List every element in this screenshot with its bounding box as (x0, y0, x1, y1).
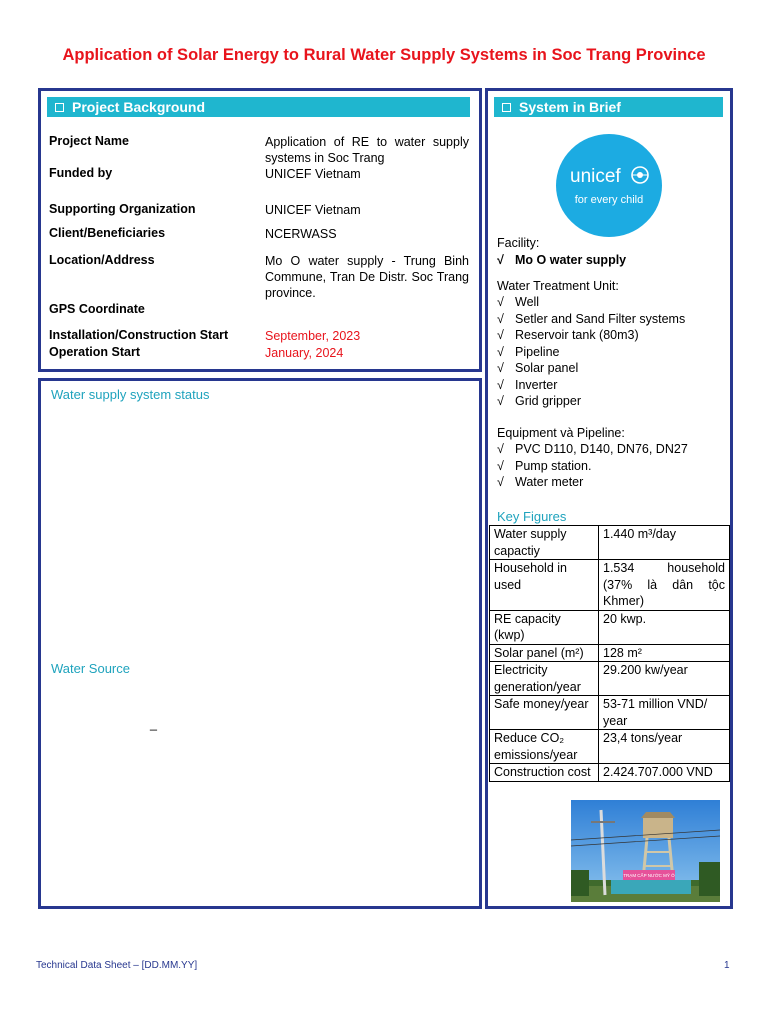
list-item-text: Grid gripper (515, 394, 581, 408)
equip-label: Equipment và Pipeline: (497, 426, 625, 440)
system-brief-header (494, 97, 723, 117)
table-cell: RE capacity (kwp) (490, 610, 599, 644)
install-start-value: September, 2023 (265, 329, 361, 343)
system-brief-title: System in Brief (519, 99, 621, 115)
table-row (490, 560, 730, 611)
table-cell: 23,4 tons/year (599, 730, 730, 764)
table-row (490, 764, 730, 782)
check-icon: √ (497, 394, 504, 408)
list-item-text: PVC D110, D140, DN76, DN27 (515, 442, 688, 456)
list-item (497, 377, 685, 394)
list-item (497, 393, 685, 410)
list-item-text: Pump station. (515, 458, 592, 473)
unicef-logo-wordmark: unicef (570, 166, 621, 187)
operation-start-label: Operation Start (49, 345, 140, 359)
funded-by-value: UNICEF Vietnam (265, 167, 361, 181)
gps-label: GPS Coordinate (49, 302, 145, 316)
funded-by-label: Funded by (49, 166, 113, 180)
operation-start-value: January, 2024 (265, 346, 344, 360)
unicef-tagline: for every child (574, 194, 644, 206)
check-icon: √ (497, 328, 504, 342)
list-item (497, 344, 685, 361)
table-cell: Construction cost (490, 764, 599, 782)
client-label: Client/Beneficiaries (49, 226, 166, 240)
list-item-text: Pipeline (515, 344, 560, 359)
water-source-heading: Water Source (51, 661, 130, 676)
project-name-label: Project Name (49, 134, 129, 148)
list-item (497, 458, 688, 475)
water-tower-photo (571, 800, 720, 902)
list-item-text: Inverter (515, 377, 558, 392)
system-status-box (38, 378, 482, 909)
table-cell: 29.200 kw/year (599, 662, 730, 696)
table-cell: 2.424.707.000 VND (599, 764, 730, 782)
square-bullet-icon (55, 103, 64, 112)
table-cell: Safe money/year (490, 696, 599, 730)
check-icon: √ (497, 377, 504, 392)
list-item-text: Well (515, 295, 540, 309)
facility-item-text: Mo O water supply (515, 253, 627, 267)
table-row (490, 644, 730, 662)
check-icon: √ (497, 311, 504, 326)
table-cell: 128 m² (599, 644, 730, 662)
facility-label: Facility: (497, 236, 540, 250)
table-row (490, 526, 730, 560)
wtu-label: Water Treatment Unit: (497, 279, 619, 293)
photo-sign-text: TRẠM CẤP NƯỚC MỸ Ô (623, 873, 675, 878)
dash-mark: _ (150, 717, 157, 731)
install-start-label: Installation/Construction Start (49, 328, 229, 342)
document-title: Application of Solar Energy to Rural Water Supply Systems in Soc Trang Province (62, 46, 706, 64)
check-icon: √ (497, 475, 504, 489)
page-number: 1 (724, 960, 730, 971)
list-item-text: Reservoir tank (80m3) (515, 328, 639, 342)
status-heading: Water supply system status (51, 387, 210, 402)
key-figures-table (489, 525, 730, 782)
check-icon: √ (497, 442, 504, 456)
check-icon: √ (497, 253, 504, 267)
equip-list (497, 441, 688, 491)
facility-item (497, 252, 626, 269)
list-item (497, 311, 685, 328)
list-item-text: Solar panel (515, 361, 579, 375)
check-icon: √ (497, 344, 504, 359)
client-value: NCERWASS (265, 227, 337, 241)
table-cell: Water supply capactiy (490, 526, 599, 560)
check-icon: √ (497, 295, 504, 309)
table-cell: Electricity generation/year (490, 662, 599, 696)
list-item (497, 474, 688, 491)
location-label: Location/Address (49, 253, 155, 267)
project-background-title: Project Background (72, 99, 206, 115)
table-cell: Household in used (490, 560, 599, 611)
table-cell: 1.534 household (37% là dân tộc Khmer) (599, 560, 730, 611)
table-row (490, 696, 730, 730)
list-item-text: Setler and Sand Filter systems (515, 311, 686, 326)
table-row (490, 730, 730, 764)
table-cell: 53-71 million VND/ year (599, 696, 730, 730)
table-row (490, 610, 730, 644)
table-cell: Solar panel (m²) (490, 644, 599, 662)
supporting-org-label: Supporting Organization (49, 202, 196, 216)
table-cell: 20 kwp. (599, 610, 730, 644)
key-figures-heading: Key Figures (497, 509, 567, 524)
list-item (497, 327, 685, 344)
project-background-header (47, 97, 470, 117)
check-icon: √ (497, 458, 504, 473)
check-icon: √ (497, 361, 504, 375)
project-name-value: Application of RE to water supply systems in Soc Trang (265, 135, 469, 165)
wtu-list (497, 294, 685, 410)
list-item (497, 441, 688, 458)
unicef-logo (556, 134, 662, 237)
table-cell: Reduce CO₂ emissions/year (490, 730, 599, 764)
table-cell: 1.440 m³/day (599, 526, 730, 560)
supporting-org-value: UNICEF Vietnam (265, 203, 361, 217)
list-item-text: Water meter (515, 475, 584, 489)
table-row (490, 662, 730, 696)
footer-text: Technical Data Sheet – [DD.MM.YY] (36, 960, 198, 971)
list-item (497, 294, 685, 311)
square-bullet-icon (502, 103, 511, 112)
location-value: Mo O water supply - Trung Binh Commune, Tran De Distr. Soc Trang province. (265, 254, 469, 300)
list-item (497, 360, 685, 377)
